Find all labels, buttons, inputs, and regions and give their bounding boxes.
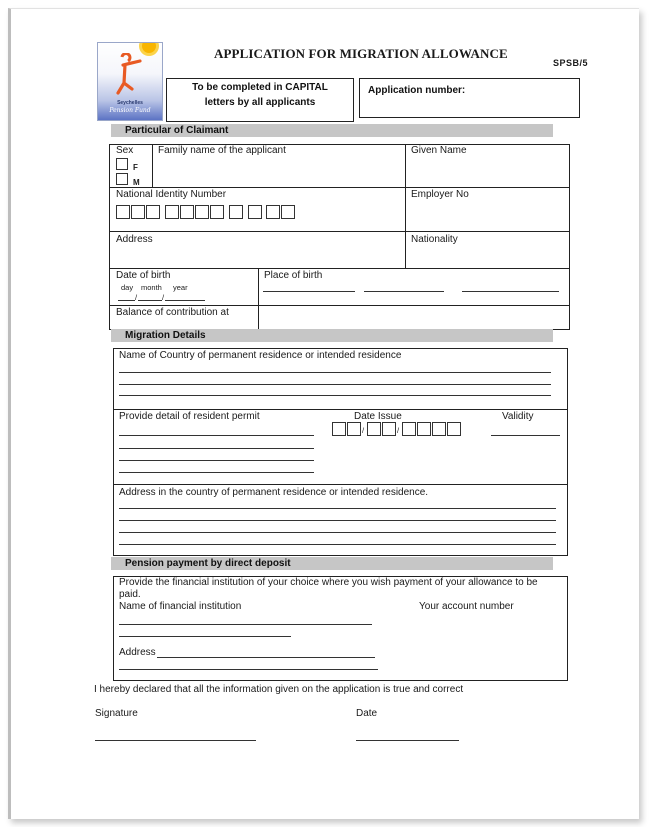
sex-label: Sex (116, 145, 134, 156)
address-label: Address (116, 234, 153, 245)
validity-line[interactable] (491, 435, 560, 436)
sex-female-checkbox[interactable] (116, 158, 128, 170)
divider (109, 268, 569, 269)
place-of-birth-line[interactable] (263, 291, 355, 292)
application-number-field[interactable] (359, 78, 580, 118)
section-header-pension (111, 557, 553, 570)
institution-label: Name of financial institution (119, 601, 242, 612)
date-issue-box[interactable] (347, 422, 361, 436)
foreign-address-line[interactable] (119, 544, 556, 545)
nin-digit-box[interactable] (146, 205, 160, 219)
dob-day-line[interactable] (118, 300, 135, 301)
pension-instruction-line-1: Provide the financial institution of your choice where you wish payment of your allowance to be (119, 577, 538, 588)
migration-table (113, 348, 568, 556)
seychelles-pension-fund-logo-icon (97, 42, 163, 121)
dob-year-line[interactable] (165, 300, 205, 301)
divider (258, 268, 259, 329)
dob-month-line[interactable] (138, 300, 162, 301)
dob-separator: / (162, 293, 165, 302)
nationality-label: Nationality (411, 234, 458, 245)
bank-address-line[interactable] (157, 657, 375, 658)
bank-address-line[interactable] (119, 669, 378, 670)
foreign-address-line[interactable] (119, 508, 556, 509)
permit-line[interactable] (119, 460, 314, 461)
capital-notice-line-1: To be completed in CAPITAL (192, 82, 328, 93)
place-of-birth-line[interactable] (462, 291, 559, 292)
date-separator: / (362, 426, 365, 435)
divider (113, 484, 567, 485)
nin-digit-box[interactable] (266, 205, 280, 219)
date-line[interactable] (356, 740, 459, 741)
foreign-address-line[interactable] (119, 532, 556, 533)
dob-separator: / (135, 293, 138, 302)
declaration-statement: I hereby declared that all the information given on the application is true and correct (94, 684, 464, 695)
nationality-input[interactable] (409, 246, 565, 266)
divider (113, 409, 567, 410)
form-title: APPLICATION FOR MIGRATION ALLOWANCE (214, 46, 508, 61)
divider (405, 144, 406, 269)
address-input[interactable] (114, 246, 402, 266)
bank-address-label: Address (119, 647, 156, 658)
date-issue-box[interactable] (332, 422, 346, 436)
signature-line[interactable] (95, 740, 256, 741)
family-name-input[interactable] (156, 158, 402, 185)
capital-notice-line-2: letters by all applicants (204, 97, 316, 108)
divider (109, 231, 569, 232)
date-issue-label: Date Issue (354, 411, 402, 422)
nin-digit-box[interactable] (116, 205, 130, 219)
sex-male-label: M (133, 178, 140, 187)
section-title-claimant: Particular of Claimant (125, 125, 229, 136)
balance-label: Balance of contribution at (116, 307, 229, 318)
date-issue-box[interactable] (367, 422, 381, 436)
form-code: SPSB/5 (553, 58, 589, 68)
sex-male-checkbox[interactable] (116, 173, 128, 185)
capital-letters-notice (166, 78, 354, 122)
logo-organization: Seychelles (117, 100, 143, 106)
institution-line[interactable] (119, 624, 372, 625)
pension-instruction-line-2: paid. (119, 589, 141, 600)
section-title-pension: Pension payment by direct deposit (125, 558, 291, 569)
permit-line[interactable] (119, 472, 314, 473)
date-label: Date (356, 708, 378, 719)
sex-female-label: F (133, 163, 138, 172)
nin-digit-box[interactable] (165, 205, 179, 219)
section-title-migration: Migration Details (125, 330, 206, 341)
employer-no-input[interactable] (409, 202, 565, 229)
divider (152, 144, 153, 187)
place-of-birth-line[interactable] (364, 291, 444, 292)
nin-digit-box[interactable] (195, 205, 209, 219)
foreign-address-label: Address in the country of permanent residence or intended residence. (119, 487, 429, 498)
section-header-claimant (111, 124, 553, 137)
country-line[interactable] (119, 395, 551, 396)
nin-digit-box[interactable] (229, 205, 243, 219)
logo-fund-name: Pension Fund (109, 107, 151, 114)
account-number-input[interactable] (415, 614, 561, 654)
balance-input[interactable] (262, 308, 566, 327)
date-issue-box[interactable] (432, 422, 446, 436)
account-number-label: Your account number (419, 601, 514, 612)
dob-month-label: month (141, 283, 162, 292)
nin-digit-box[interactable] (248, 205, 262, 219)
figure-icon (112, 53, 142, 99)
institution-line[interactable] (119, 636, 291, 637)
nin-digit-box[interactable] (281, 205, 295, 219)
country-label: Name of Country of permanent residence or intended residence (119, 350, 402, 361)
date-issue-box[interactable] (417, 422, 431, 436)
date-issue-box[interactable] (382, 422, 396, 436)
dob-day-label: day (121, 283, 134, 292)
nin-digit-box[interactable] (210, 205, 224, 219)
sun-icon (142, 42, 156, 53)
date-issue-box[interactable] (447, 422, 461, 436)
section-header-migration (111, 329, 553, 342)
country-line[interactable] (119, 372, 551, 373)
foreign-address-line[interactable] (119, 520, 556, 521)
nin-digit-box[interactable] (180, 205, 194, 219)
country-line[interactable] (119, 384, 551, 385)
family-name-label: Family name of the applicant (158, 145, 286, 156)
given-name-label: Given Name (411, 145, 467, 156)
dob-label: Date of birth (116, 270, 171, 281)
validity-label: Validity (502, 411, 534, 422)
place-of-birth-label: Place of birth (264, 270, 323, 281)
divider (109, 187, 569, 188)
nin-digit-box[interactable] (131, 205, 145, 219)
date-issue-box[interactable] (402, 422, 416, 436)
signature-label: Signature (95, 708, 138, 719)
dob-year-label: year (173, 283, 188, 292)
application-number-label: Application number: (368, 85, 466, 96)
employer-no-label: Employer No (411, 189, 469, 200)
date-separator: / (397, 426, 400, 435)
given-name-input[interactable] (409, 158, 565, 185)
permit-line[interactable] (119, 435, 314, 436)
divider (109, 305, 569, 306)
nin-label: National Identity Number (116, 189, 227, 200)
permit-line[interactable] (119, 448, 314, 449)
permit-label: Provide detail of resident permit (119, 411, 260, 422)
